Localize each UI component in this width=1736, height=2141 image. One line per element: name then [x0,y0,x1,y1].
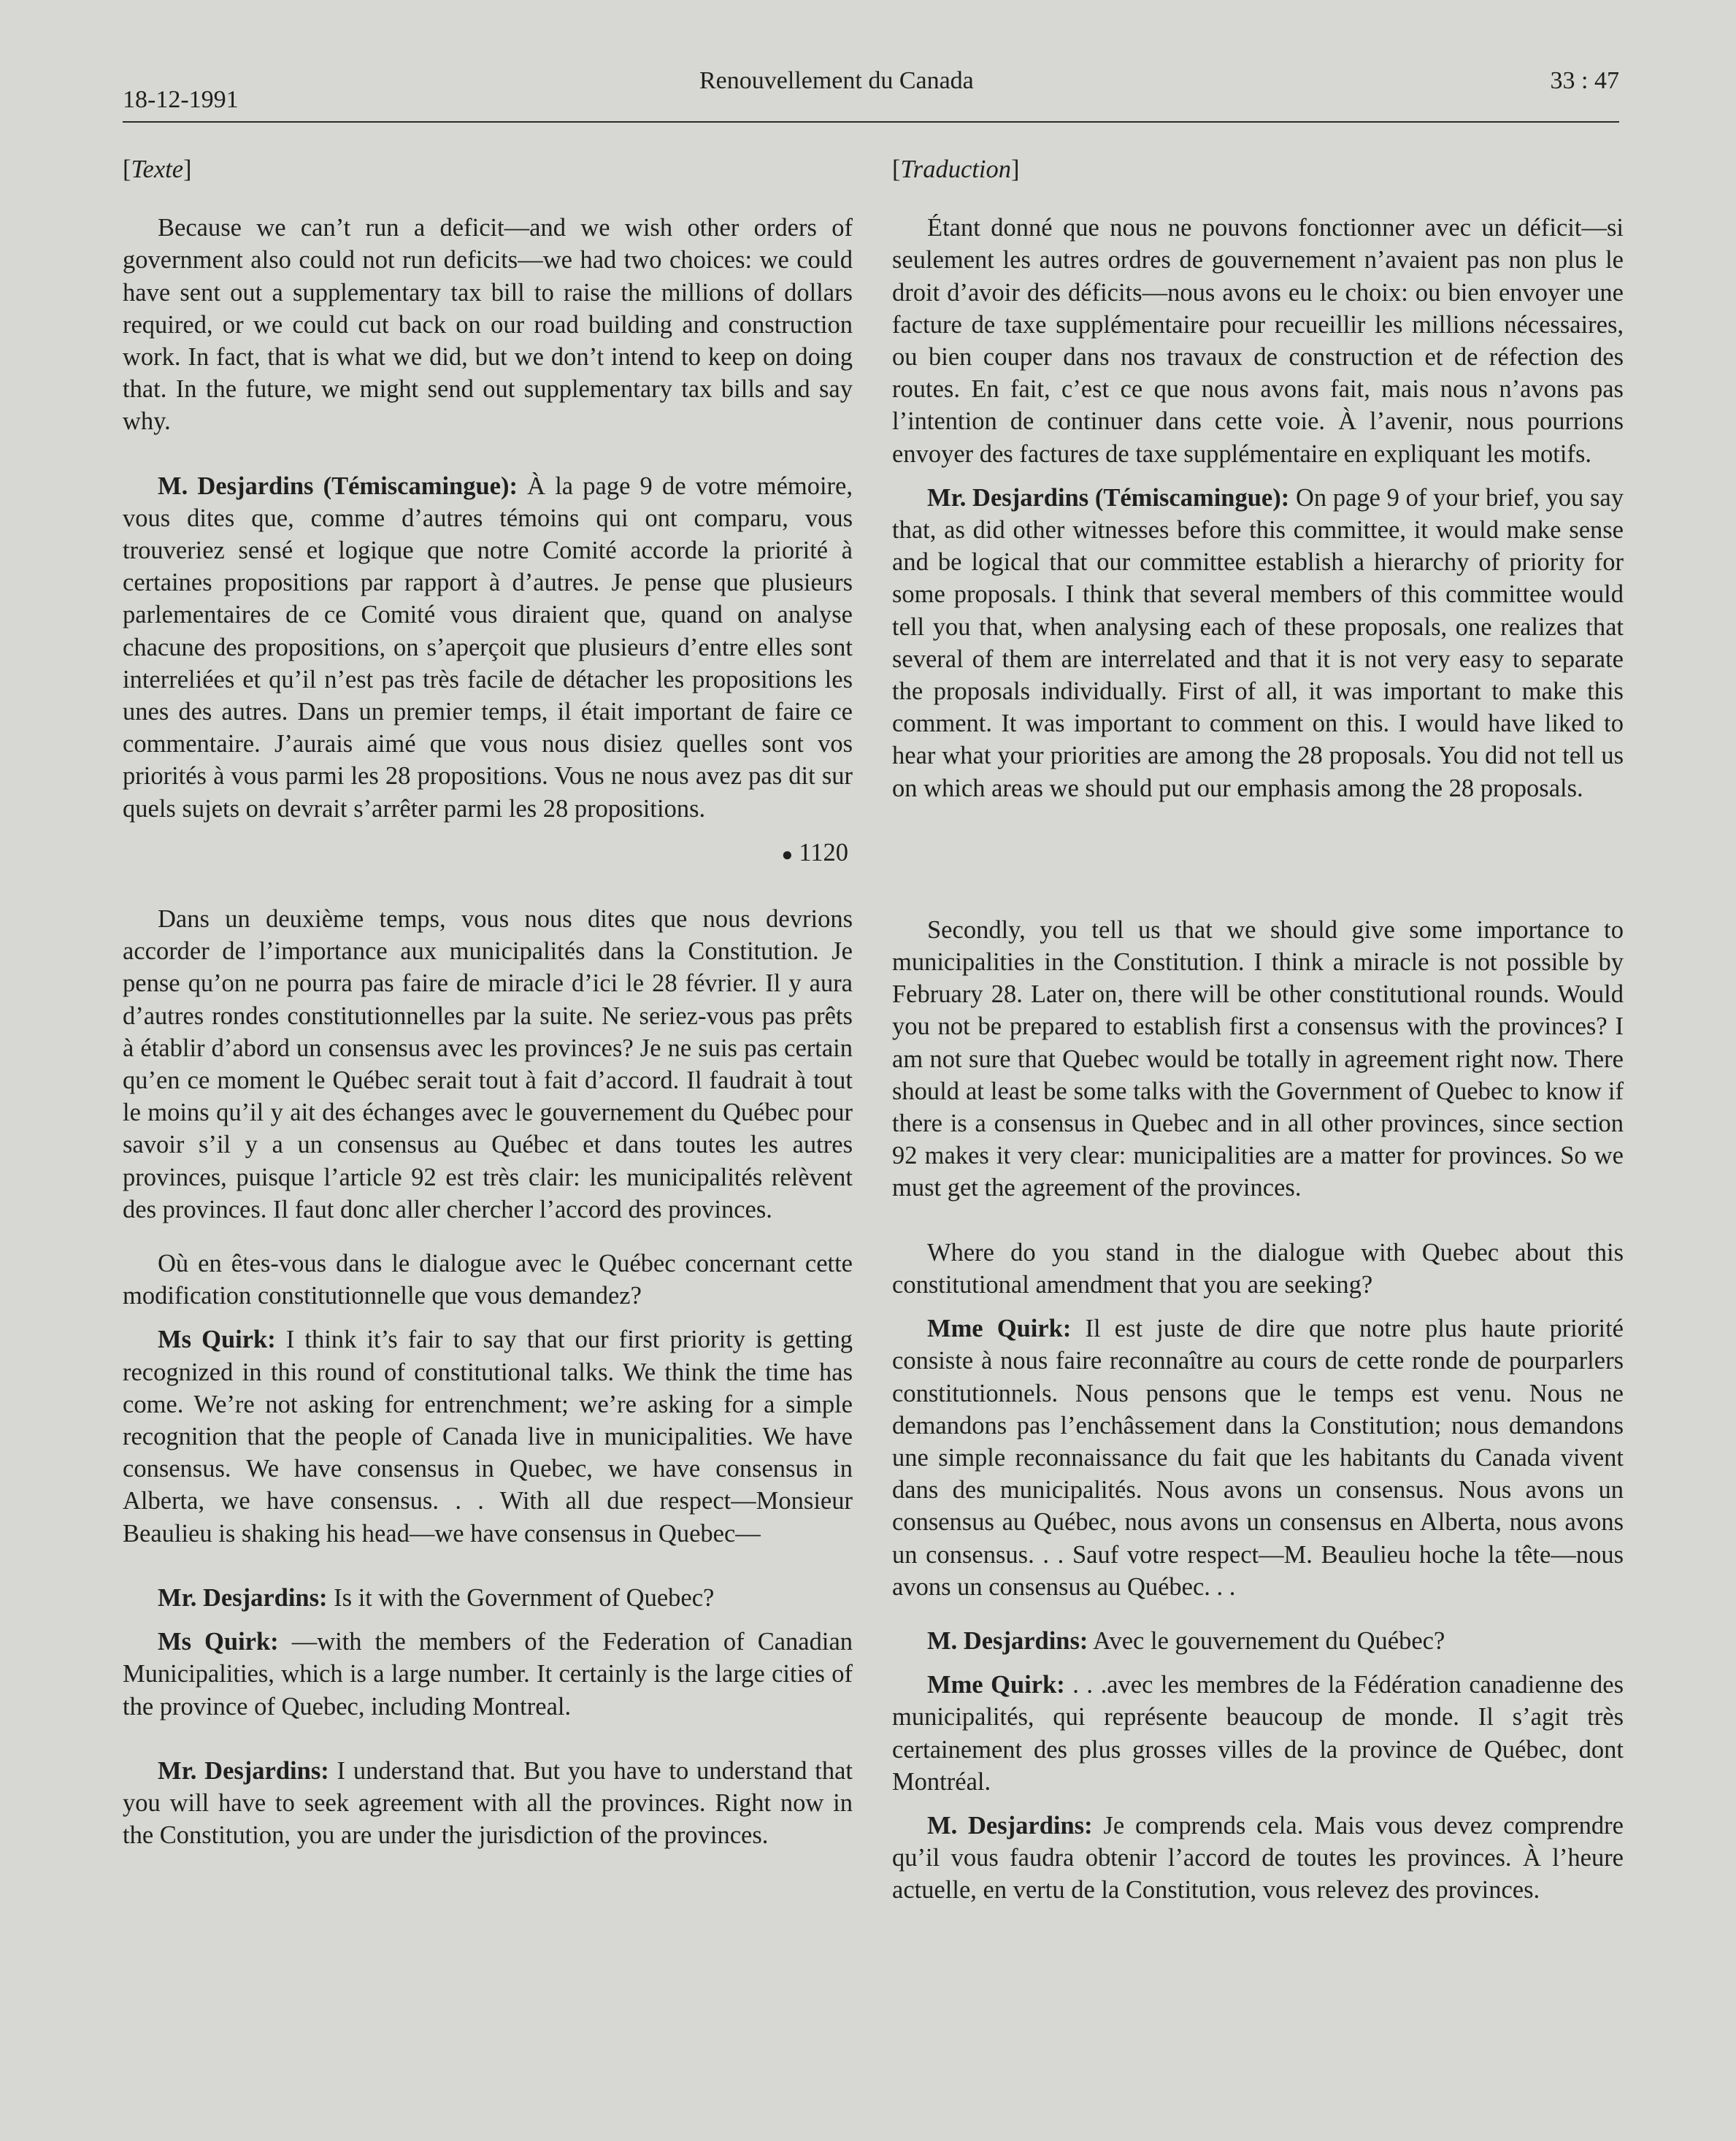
paragraph: Mme Quirk: . . .avec les membres de la Fédération canadienne des municipalités, qui représente beaucoup de monde. Il s’agit très certainement des plus grosses villes de la province de Québec, dont Montréal. [892,1671,1624,1796]
time-marker: ● 1120 [781,838,848,866]
column-label: [Traduction] [892,155,1020,183]
paragraph: Dans un deuxième temps, vous nous dites que nous devrions accorder de l’importance aux municipalités dans la Constitution. Je pense qu’on ne pourra pas faire de miracle d’ici le 28 février. Il y aura d’autres rondes constitutionnelles par la suite. Ne seriez-vous pas prêts à établir d’abord un consensus avec les provinces? Je ne suis pas certain qu’en ce moment le Québec serait tout à fait d’accord. Il faudrait à tout le moins qu’il y ait des échanges avec le gouvernement du Québec pour savoir s’il y a un consensus au Québec et dans toutes les autres provinces, puisque l’article 92 est très clair: les municipalités relèvent des provinces. Il faut donc aller chercher l’accord des provinces. [123,905,853,1223]
paragraph: Ms Quirk: I think it’s fair to say that our first priority is getting recognized in this round of constitutional talks. We think the time has come. We’re not asking for entrenchment; we’re asking for a simple recognition that the people of Canada live in municipalities. We have consensus. We have consensus in Quebec, we have consensus in Alberta, we have consensus. . . With all due respect—Monsieur Beaulieu is shaking his head—we have consensus in Quebec— [123,1326,853,1548]
speaker-name: Mr. Desjardins: [158,1583,328,1612]
paragraph: Étant donné que nous ne pouvons fonctionner avec un déficit—si seulement les autres ordres de gouvernement n’avaient pas non plus le droit d’avoir des déficits—nous avons eu le choix: ou bien envoyer une facture de taxe supplémentaire pour recueillir les millions nécessaires, ou bien couper dans nos travaux de construction et de réfection des routes. En fait, c’est ce que nous avons fait, mais nous n’avons pas l’intention de continuer dans cette voie. À l’avenir, nous pourrions envoyer des factures de taxe supplémentaire en expliquant les motifs. [892,214,1624,468]
speaker-name: M. Desjardins: [927,1626,1088,1655]
english-column [123,153,853,1851]
speaker-name: Ms Quirk: [158,1628,279,1656]
paragraph: Because we can’t run a deficit—and we wish other orders of government also could not run deficits—we had two choices: we could have sent out a supplementary tax bill to raise the millions of dollars required, or we could cut back on our road building and construction work. In fact, that is what we did, but we don’t intend to keep on doing that. In the future, we might send out supplementary tax bills and say why. [123,214,853,436]
speaker-name: Mr. Desjardins: [158,1756,329,1785]
speaker-name: M. Desjardins: [927,1811,1093,1840]
french-column [892,153,1624,1907]
speaker-name: Mme Quirk: [927,1671,1065,1699]
paragraph: Mr. Desjardins: Is it with the Government of Quebec? [158,1583,715,1612]
page-header [123,67,1619,123]
paragraph: Where do you stand in the dialogue with Quebec about this constitutional amendment that you are seeking? [892,1238,1624,1299]
paragraph: Ms Quirk: —with the members of the Federation of Canadian Municipalities, which is a large number. It certainly is the large cities of the province of Quebec, including Montreal. [123,1628,853,1721]
speaker-name: Ms Quirk: [158,1326,276,1354]
header-title: Renouvellement du Canada [699,67,974,94]
paragraph: Mr. Desjardins (Témiscamingue): On page 9 of your brief, you say that, as did other witnesses before this committee, it would make sense and be logical that our committee establish a hierarchy of priority for some proposals. I think that several members of this committee would tell you that, when analysing each of these proposals, one realizes that several of them are interrelated and that it is not very easy to separate the proposals individually. First of all, it was important to make this comment. It was important to comment on this. I would have liked to hear what your priorities are among the 28 proposals. You did not tell us on which areas we should put our emphasis among the 28 proposals. [892,483,1624,802]
paragraph: Secondly, you tell us that we should give some importance to municipalities in the Constitution. I think a miracle is not possible by February 28. Later on, there will be other constitutional rounds. Would you not be prepared to establish first a consensus with the provinces? I am not sure that Quebec would be totally in agreement right now. There should at least be some talks with the Government of Quebec to know if there is a consensus in Quebec and in all other provinces, since section 92 makes it very clear: municipalities are a matter for provinces. So we must get the agreement of the provinces. [892,915,1624,1202]
paragraph: M. Desjardins (Témiscamingue): À la page 9 de votre mémoire, vous dites que, comme d’autres témoins qui ont comparu, vous trouveriez sensé et logique que notre Comité accorde la priorité à certaines propositions par rapport à d’autres. Je pense que plusieurs parlementaires de ce Comité vous diraient que, quand on analyse chacune des propositions, on s’aperçoit que plusieurs d’entre elles sont interreliées et qu’il n’est pas très facile de détacher les propositions les unes des autres. Dans un premier temps, il était important de faire ce commentaire. J’aurais aimé que vous nous disiez quelles sont vos priorités à vous parmi les 28 propositions. Vous ne nous avez pas dit sur quels sujets on devrait s’arrêter parmi les 28 propositions. [123,472,853,823]
paragraph: Mr. Desjardins: I understand that. But you have to understand that you will have to seek agreement with all the provinces. Right now in the Constitution, you are under the jurisdiction of the provinces. [123,1756,853,1850]
paragraph: Où en êtes-vous dans le dialogue avec le Québec concernant cette modification constitutionnelle que vous demandez? [123,1250,853,1310]
header-page-number: 33 : 47 [1550,67,1619,94]
speaker-name: Mme Quirk: [927,1315,1072,1343]
column-label: [Texte] [123,155,192,183]
paragraph: Mme Quirk: Il est juste de dire que notre plus haute priorité consiste à nous faire reconnaître au cours de cette ronde de pourparlers constitutionnels. Nous pensons que le temps est venu. Nous ne demandons pas l’enchâssement dans la Constitution; nous demandons une simple reconnaissance du fait que les habitants du Canada vivent dans des municipalités. Nous avons un consensus. Nous avons un consensus au Québec, nous avons un consensus en Alberta, nous avons un consensus. . . Sauf votre respect—M. Beaulieu hoche la tête—nous avons un consensus au Québec. . . [892,1315,1624,1601]
header-date: 18-12-1991 [123,86,239,113]
speaker-name: M. Desjardins (Témiscamingue): [158,472,518,500]
paragraph: M. Desjardins: Je comprends cela. Mais vous devez comprendre qu’il vous faudra obtenir l’accord de toutes les provinces. À l’heure actuelle, en vertu de la Constitution, vous relevez des provinces. [892,1811,1624,1904]
speaker-name: Mr. Desjardins (Témiscamingue): [927,483,1290,512]
paragraph: M. Desjardins: Avec le gouvernement du Québec? [927,1626,1445,1655]
